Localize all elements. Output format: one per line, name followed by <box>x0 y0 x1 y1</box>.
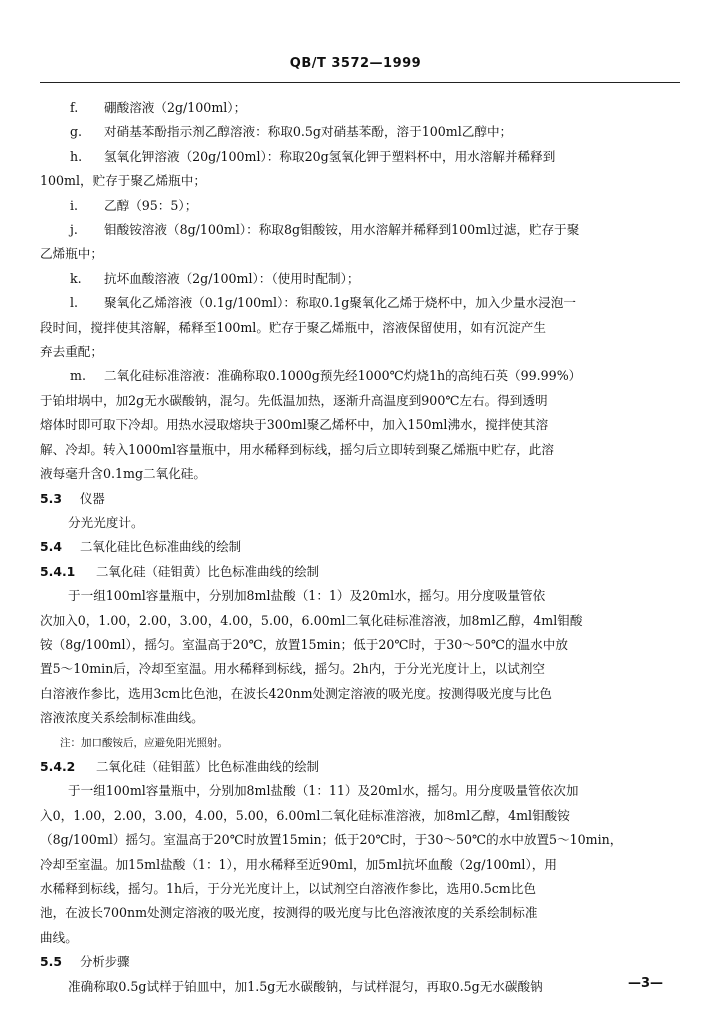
item-text: 二氧化硅标准溶液：准确称取0.1000g预先经1000℃灼烧1h的高纯石英（99.99%） <box>104 368 582 384</box>
paragraph-line: 次加入0，1.00，2.00，3.00，4.00，5.00，6.00ml二氧化硅标准溶液，加8ml乙醇，4ml钼酸 <box>40 612 583 628</box>
item-label: i. <box>70 197 79 213</box>
reagent-item-m <box>40 364 674 388</box>
item-text: 聚氧化乙烯溶液（0.1g/100ml）：称取0.1g聚氧化乙烯于烧杯中，加入少量水浸泡一 <box>104 295 576 311</box>
item-text: 乙醇（95：5）； <box>104 197 198 213</box>
section-heading-5-4-2 <box>40 755 674 779</box>
item-text: 对硝基苯酚指示剂乙醇溶液：称取0.5g对硝基苯酚，溶于100ml乙醇中； <box>104 124 513 140</box>
item-label: k. <box>70 270 82 286</box>
note: 注：加口酸铵后，应避免阳光照射。 <box>60 736 228 749</box>
item-label: m. <box>70 368 86 384</box>
reagent-item-k <box>40 267 674 291</box>
section-title: 二氧化硅（硅钼黄）比色标准曲线的绘制 <box>96 563 320 579</box>
section-number: 5.3 <box>40 490 62 506</box>
paragraph-line: 入0，1.00，2.00，3.00，4.00，5.00，6.00ml二氧化硅标准溶液，加8ml乙醇，4ml钼酸铵 <box>40 807 570 823</box>
section-body: 分光光度计。 <box>68 514 144 530</box>
section-heading-5-4 <box>40 535 674 559</box>
paragraph-line: 溶液浓度关系绘制标准曲线。 <box>40 710 204 726</box>
item-continuation: 液每毫升含0.1mg二氧化硅。 <box>40 466 206 482</box>
item-label: j. <box>70 222 78 238</box>
section-number: 5.5 <box>40 954 62 970</box>
paragraph-line: 铵（8g/100ml），摇匀。室温高于20℃，放置15min；低于20℃时，于30～50℃的温水中放 <box>40 636 568 652</box>
item-text: 抗坏血酸溶液（2g/100ml）：（使用时配制）； <box>104 270 360 286</box>
item-continuation: 熔体时即可取下冷却。用热水浸取熔块于300ml聚乙烯杯中，加入150ml沸水，搅拌使其溶 <box>40 417 549 433</box>
reagent-item-h <box>40 145 674 169</box>
paragraph-line: 于一组100ml容量瓶中，分别加8ml盐酸（1：1）及20ml水，摇匀。用分度吸量管依 <box>68 588 546 604</box>
item-continuation: 段时间，搅拌使其溶解，稀释至100ml。贮存于聚乙烯瓶中，溶液保留使用，如有沉淀产生 <box>40 319 546 335</box>
section-number: 5.4.1 <box>40 563 76 579</box>
paragraph-line: 曲线。 <box>40 929 78 945</box>
paragraph-line: 置5～10min后，冷却至室温。用水稀释到标线，摇匀。2h内，于分光光度计上，以试剂空 <box>40 661 546 677</box>
document-body <box>40 96 674 999</box>
section-heading-5-3 <box>40 487 674 511</box>
paragraph-line: （8g/100ml）摇匀。室温高于20℃时放置15min；低于20℃时，于30～50℃的水中放置5～10min， <box>40 832 623 848</box>
section-title: 分析步骤 <box>80 954 130 970</box>
page-number: —3— <box>627 976 663 991</box>
reagent-item-j <box>40 218 674 242</box>
paragraph-line: 池，在波长700nm处测定溶液的吸光度，按测得的吸光度与比色溶液浓度的关系绘制标准 <box>40 905 538 921</box>
item-label: f. <box>70 100 79 115</box>
reagent-item-l <box>40 291 674 315</box>
reagent-item-g <box>40 120 674 144</box>
section-heading-5-5 <box>40 950 674 974</box>
standard-code-header: QB/T 3572—1999 <box>289 56 422 71</box>
item-continuation: 100ml，贮存于聚乙烯瓶中； <box>40 173 206 189</box>
header-rule <box>40 82 680 83</box>
section-heading-5-4-1 <box>40 560 674 584</box>
section-title: 二氧化硅（硅钼蓝）比色标准曲线的绘制 <box>96 758 320 774</box>
item-text: 硼酸溶液（2g/100ml）； <box>104 100 247 115</box>
section-body: 准确称取0.5g试样于铂皿中，加1.5g无水碳酸钠，与试样混匀，再取0.5g无水碳酸钠 <box>68 978 543 994</box>
item-label: g. <box>70 124 83 140</box>
section-title: 二氧化硅比色标准曲线的绘制 <box>80 539 242 555</box>
reagent-item-f <box>40 96 674 120</box>
item-continuation: 解、冷却。转入1000ml容量瓶中，用水稀释到标线，摇匀后立即转到聚乙烯瓶中贮存，此溶 <box>40 441 554 457</box>
item-text: 氢氧化钾溶液（20g/100ml）：称取20g氢氧化钾于塑料杯中，用水溶解并稀释到 <box>104 148 556 164</box>
item-label: l. <box>70 295 79 311</box>
paragraph-line: 于一组100ml容量瓶中，分别加8ml盐酸（1：11）及20ml水，摇匀。用分度吸量管依次加 <box>68 783 579 799</box>
section-number: 5.4.2 <box>40 758 76 774</box>
paragraph-line: 白溶液作参比，选用3cm比色池，在波长420nm处测定溶液的吸光度。按测得吸光度与比色 <box>40 685 552 701</box>
paragraph-line: 冷却至室温。加15ml盐酸（1：1），用水稀释至近90ml，加5ml抗坏血酸（2g/100ml），用 <box>40 856 557 872</box>
item-text: 钼酸铵溶液（8g/100ml）：称取8g钼酸铵，用水溶解并稀释到100ml过滤，贮存于聚 <box>104 222 580 238</box>
section-number: 5.4 <box>40 539 62 555</box>
item-continuation: 乙烯瓶中； <box>40 246 103 262</box>
item-continuation: 于铂坩埚中，加2g无水碳酸钠，混匀。先低温加热，逐渐升高温度到900℃左右。得到透明 <box>40 392 548 408</box>
item-continuation: 弃去重配； <box>40 344 103 360</box>
paragraph-line: 水稀释到标线，摇匀。1h后，于分光光度计上，以试剂空白溶液作参比，选用0.5cm比色 <box>40 881 536 896</box>
item-label: h. <box>70 148 83 164</box>
reagent-item-i <box>40 194 674 218</box>
section-title: 仪器 <box>80 490 105 506</box>
